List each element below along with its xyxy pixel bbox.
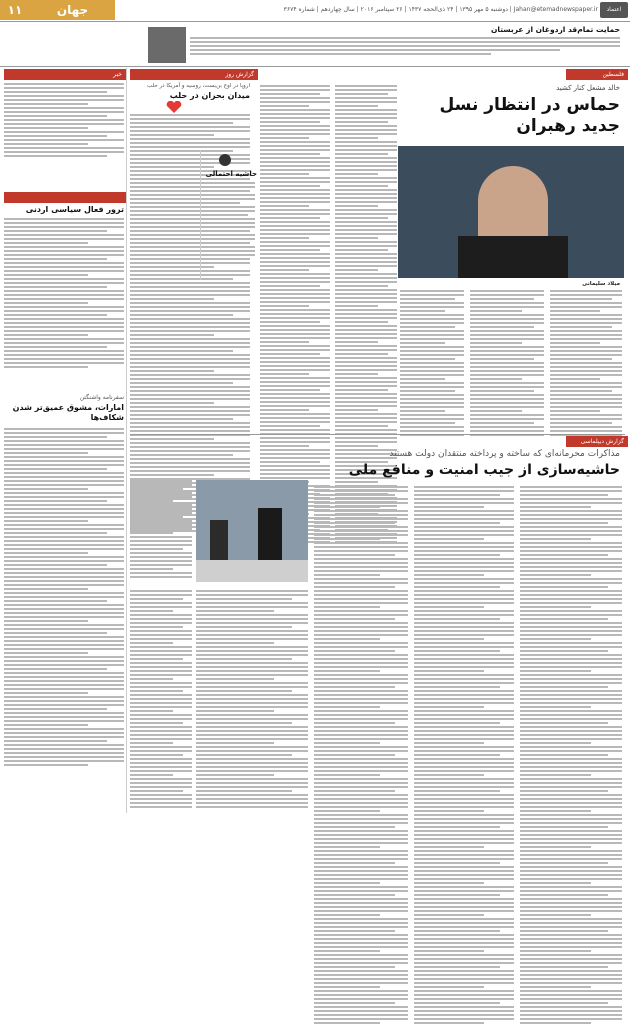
left-story1-body bbox=[4, 218, 124, 368]
left-story1-headline: ترور فعال سیاسی اردنی bbox=[25, 205, 124, 214]
opinion-box bbox=[200, 150, 257, 280]
opinion-title: حاشیه احتمالی bbox=[205, 170, 257, 178]
lower-col4 bbox=[414, 486, 514, 1024]
opinion-badge-icon bbox=[219, 154, 231, 166]
col2-headline: میدان بحران در حلب bbox=[169, 91, 250, 100]
heart-icon bbox=[166, 98, 182, 110]
lower-col5 bbox=[520, 486, 622, 1024]
left-tag-2 bbox=[4, 192, 126, 203]
section-title: جهان bbox=[30, 0, 115, 20]
header-rule bbox=[0, 21, 630, 22]
left-story2-headline: امارات، مشوق عمیق‌تر شدن شکاف‌ها bbox=[12, 403, 124, 422]
col2-kicker: اروپا در اوج بن‌بست، روسیه و آمریکا در حلب bbox=[147, 83, 250, 89]
lower-kicker: مذاکرات محرمانه‌ای که ساخته و پرداخته منتقدان دولت هستند bbox=[389, 449, 620, 459]
lower-col3 bbox=[314, 486, 408, 1024]
lead-photo bbox=[398, 146, 624, 278]
top-story-photo bbox=[148, 27, 186, 63]
lower-col1 bbox=[130, 480, 192, 578]
lead-byline: میلاد سلیمانی bbox=[582, 281, 620, 287]
newspaper-logo: اعتماد bbox=[600, 2, 628, 18]
left-briefs bbox=[4, 83, 124, 157]
lower-col1b bbox=[130, 590, 192, 808]
left-tag-1: خبر bbox=[4, 69, 126, 80]
lead-photo-suit bbox=[458, 236, 568, 278]
lead-kicker: خالد مشعل کنار کشید bbox=[556, 84, 620, 92]
lower-col2 bbox=[196, 590, 308, 808]
top-story-headline: حمایت تمام‌قد اردوغان از عربستان bbox=[491, 25, 620, 34]
lead-body-col3 bbox=[550, 290, 622, 436]
lower-photo-figure-1 bbox=[210, 520, 228, 560]
top-rule bbox=[0, 66, 630, 67]
lead-body-col1 bbox=[400, 290, 464, 436]
lower-rule bbox=[130, 434, 625, 435]
col2-tag: گزارش روز bbox=[130, 69, 258, 80]
lower-tag: گزارش دیپلماسی bbox=[566, 436, 628, 447]
top-story-body bbox=[190, 37, 620, 55]
lower-headline: حاشیه‌سازی از جیب امنیت و منافع ملی bbox=[348, 462, 620, 478]
page-number: ۱۱ bbox=[0, 0, 30, 20]
left-story2-kicker: سفرنامه واشنگتن bbox=[79, 394, 124, 401]
column-divider bbox=[126, 68, 127, 813]
lower-photo-steps bbox=[196, 560, 308, 582]
lead-tag: فلسطین bbox=[566, 69, 628, 80]
lower-photo bbox=[196, 480, 308, 582]
left-story2-body bbox=[4, 428, 124, 766]
opinion-body bbox=[205, 182, 255, 260]
lead-headline: حماس در انتظار نسل جدید رهبران bbox=[439, 95, 620, 136]
lower-photo-figure-2 bbox=[258, 508, 282, 560]
lead-body-col2 bbox=[470, 290, 544, 436]
page-header bbox=[0, 0, 630, 20]
dateline: Jahan@etemadnewspaper.ir | دوشنبه ۵ مهر ۱۳۹۵ | ۲۴ ذی‌الحجه ۱۴۳۷ | ۲۶ سپتامبر ۲۰۱۶ | سال چهاردهم | شماره ۳۶۷۴ bbox=[283, 6, 598, 13]
